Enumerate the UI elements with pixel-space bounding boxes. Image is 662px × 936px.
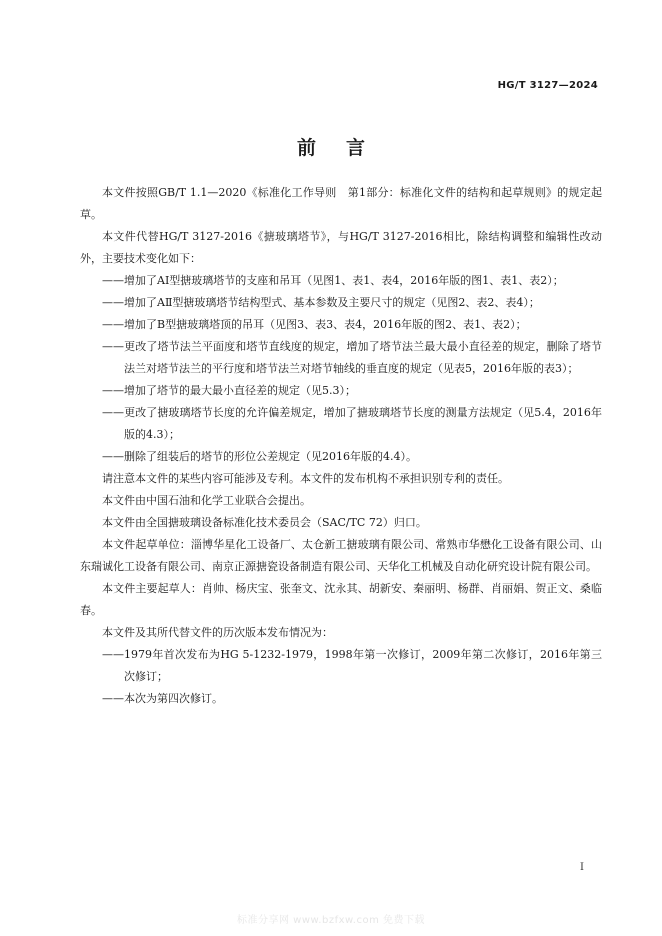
- paragraph-drafting-basis: 本文件按照GB/T 1.1—2020《标准化工作导则 第1部分：标准化文件的结构和起草规则》的规定起草。: [80, 186, 602, 221]
- list-item: ——更改了塔节法兰平面度和塔节直线度的规定，增加了塔节法兰最大最小直径差的规定，删除了塔节法兰对塔节法兰的平行度和塔节法兰对塔节轴线的垂直度的规定（见表5，2016年版的表3）；: [102, 340, 602, 375]
- list-item: ——增加了AⅡ型搪玻璃塔节结构型式、基本参数及主要尺寸的规定（见图2、表2、表4）；: [102, 296, 540, 309]
- paragraph-proposer: 本文件由中国石油和化学工业联合会提出。: [102, 494, 311, 507]
- list-item: ——更改了搪玻璃塔节长度的允许偏差规定，增加了搪玻璃塔节长度的测量方法规定（见5.4，2016年版的4.3）；: [102, 406, 602, 441]
- list-item: ——删除了组装后的塔节的形位公差规定（见2016年版的4.4）。: [102, 450, 417, 463]
- paragraph-drafters: 本文件主要起草人：肖帅、杨庆宝、张奎文、沈永其、胡新安、秦丽明、杨群、肖丽娟、贺正文、桑临春。: [80, 582, 602, 617]
- watermark: 标准分享网 www.bzfxw.com 免费下载: [237, 915, 425, 926]
- page-title: 前言: [296, 137, 395, 159]
- list-item: ——增加了AⅠ型搪玻璃塔节的支座和吊耳（见图1、表1、表4，2016年版的图1、表1、表2）；: [102, 274, 564, 287]
- paragraph-committee: 本文件由全国搪玻璃设备标准化技术委员会（SAC/TC 72）归口。: [102, 516, 427, 529]
- paragraph-history-intro: 本文件及其所代替文件的历次版本发布情况为：: [102, 626, 333, 639]
- paragraph-patent-notice: 请注意本文件的某些内容可能涉及专利。本文件的发布机构不承担识别专利的责任。: [102, 472, 509, 485]
- list-item: ——增加了B型搪玻璃塔顶的吊耳（见图3、表3、表4，2016年版的图2、表1、表2）；: [102, 318, 527, 331]
- page-number: I: [580, 862, 584, 873]
- document-body: [80, 182, 602, 710]
- paragraph-drafting-units: 本文件起草单位：淄博华星化工设备厂、太仓新工搪玻璃有限公司、常熟市华懋化工设备有限公司、山东瑞诚化工设备有限公司、南京正源搪瓷设备制造有限公司、天华化工机械及自动化研究设计院有限公司。: [80, 538, 602, 573]
- paragraph-replacement: 本文件代替HG/T 3127-2016《搪玻璃塔节》，与HG/T 3127-2016相比，除结构调整和编辑性改动外，主要技术变化如下：: [80, 230, 602, 265]
- standard-code: HG/T 3127—2024: [497, 80, 598, 91]
- list-item: ——1979年首次发布为HG 5-1232-1979，1998年第一次修订，2009年第二次修订，2016年第三次修订；: [102, 648, 602, 683]
- list-item: ——增加了塔节的最大最小直径差的规定（见5.3）；: [102, 384, 356, 397]
- list-item: ——本次为第四次修订。: [102, 692, 223, 705]
